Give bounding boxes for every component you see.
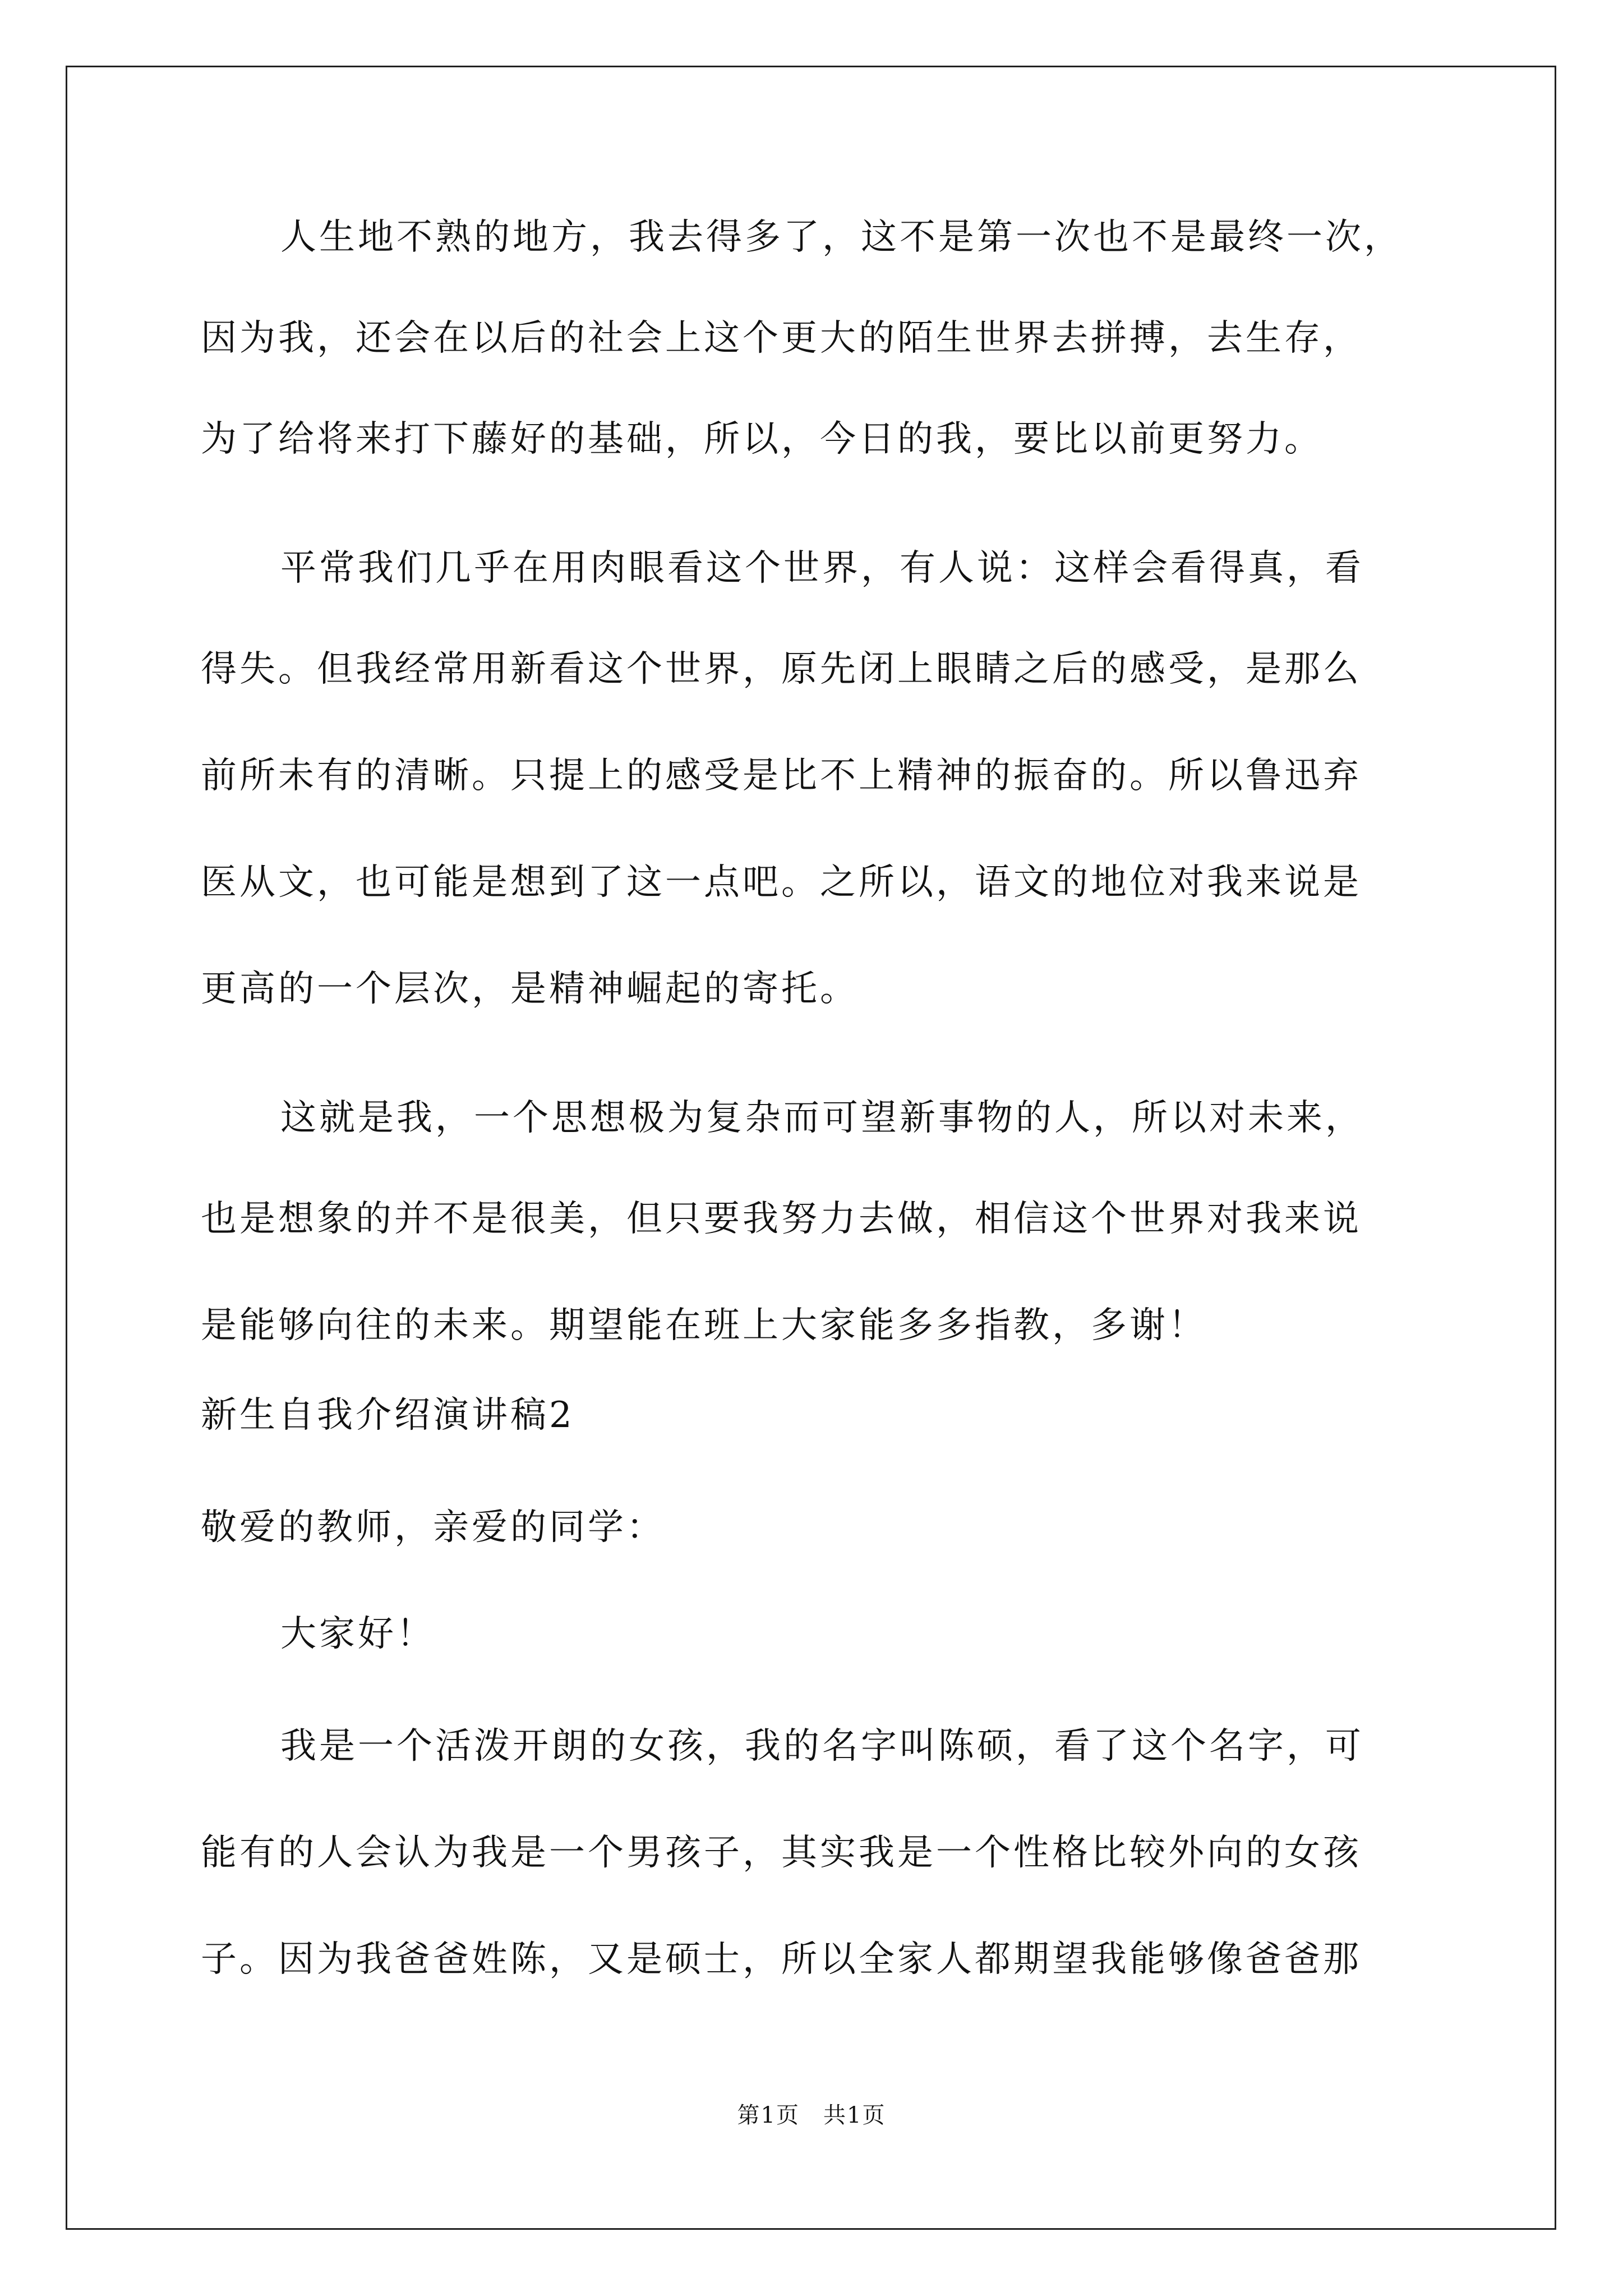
paragraph-line: 子。因为我爸爸姓陈，又是硕士，所以全家人都期望我能够像爸爸那 <box>201 1939 1362 1980</box>
paragraph-line: 能有的人会认为我是一个男孩子，其实我是一个性格比较外向的女孩 <box>201 1832 1362 1874</box>
paragraph-line: 为了给将来打下藤好的基础，所以，今日的我，要比以前更努力。 <box>201 418 1323 460</box>
page-border <box>66 66 1556 2230</box>
salutation: 敬爱的教师，亲爱的同学： <box>201 1507 665 1548</box>
section-heading: 新生自我介绍演讲稿2 <box>201 1395 575 1436</box>
paragraph-line: 因为我，还会在以后的社会上这个更大的陌生世界去拼搏，去生存， <box>201 318 1362 359</box>
greeting: 大家好！ <box>280 1613 435 1655</box>
paragraph-line: 前所未有的清晰。只提上的感受是比不上精神的振奋的。所以鲁迅弃 <box>201 755 1362 797</box>
paragraph-line: 平常我们几乎在用肉眼看这个世界，有人说：这样会看得真，看 <box>280 547 1364 589</box>
paragraph-line: 这就是我，一个思想极为复杂而可望新事物的人，所以对未来， <box>280 1097 1364 1139</box>
paragraph-line: 我是一个活泼开朗的女孩，我的名字叫陈硕，看了这个名字，可 <box>280 1726 1364 1767</box>
paragraph-line: 更高的一个层次，是精神崛起的寄托。 <box>201 968 859 1010</box>
page-footer: 第1页 共1页 <box>737 2102 886 2128</box>
paragraph-line: 人生地不熟的地方，我去得多了，这不是第一次也不是最终一次， <box>280 217 1403 258</box>
paragraph-line: 得失。但我经常用新看这个世界，原先闭上眼睛之后的感受，是那么 <box>201 648 1362 690</box>
paragraph-line: 也是想象的并不是很美，但只要我努力去做，相信这个世界对我来说 <box>201 1198 1362 1240</box>
paragraph-line: 是能够向往的未来。期望能在班上大家能多多指教，多谢！ <box>201 1305 1207 1346</box>
paragraph-line: 医从文，也可能是想到了这一点吧。之所以，语文的地位对我来说是 <box>201 862 1362 903</box>
